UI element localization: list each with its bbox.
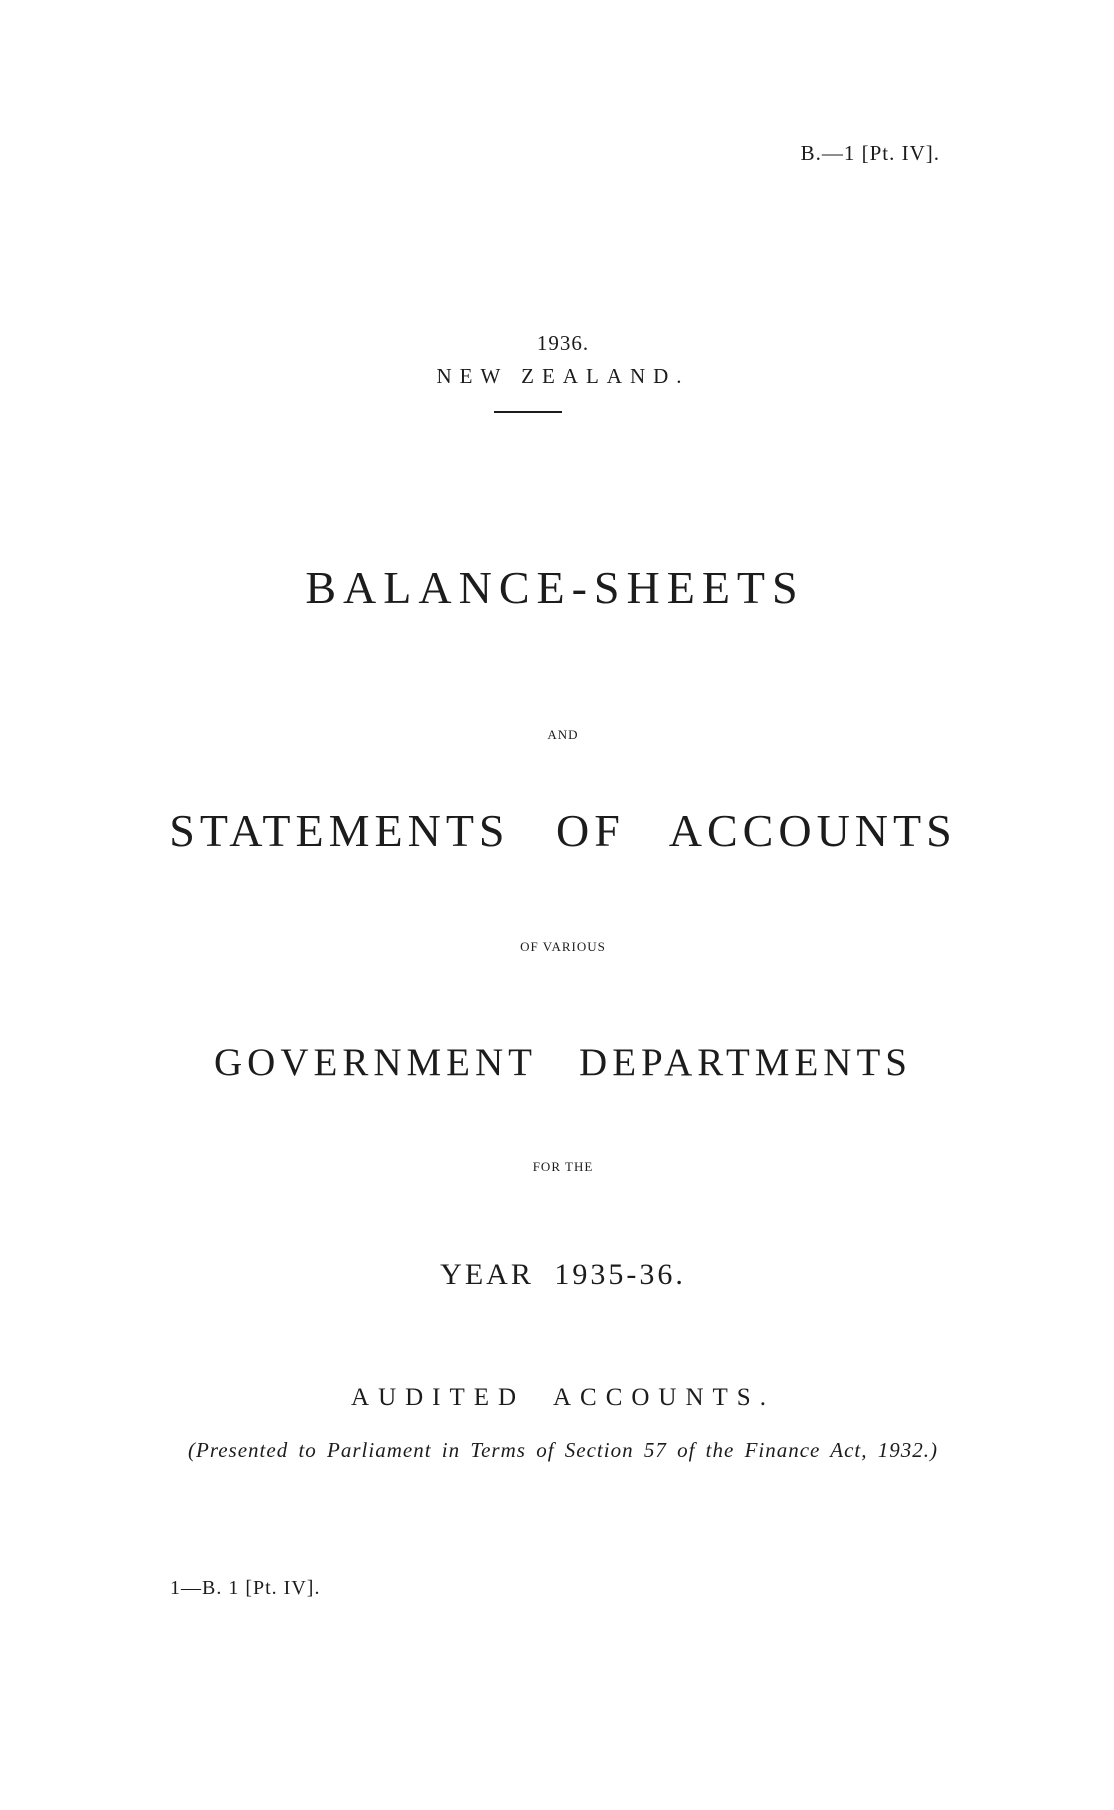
title-government-departments: GOVERNMENT DEPARTMENTS xyxy=(214,1041,912,1084)
audited-accounts-heading: AUDITED ACCOUNTS. xyxy=(351,1384,775,1411)
title-connector-for-the: FOR THE xyxy=(532,1159,594,1174)
sheet-signature-reference: 1—B. 1 [Pt. IV]. xyxy=(170,1577,321,1599)
title-balance-sheets: BALANCE-SHEETS xyxy=(305,562,805,613)
title-connector-and: AND xyxy=(547,727,579,742)
heading-rule-divider xyxy=(494,411,562,413)
publication-year: 1936. xyxy=(536,331,590,355)
country-heading: NEW ZEALAND. xyxy=(436,364,690,388)
document-reference: B.—1 [Pt. IV]. xyxy=(800,141,940,165)
title-connector-of-various: OF VARIOUS xyxy=(520,939,606,954)
title-statements-of-accounts: STATEMENTS OF ACCOUNTS xyxy=(169,805,957,856)
title-financial-year: YEAR 1935-36. xyxy=(440,1258,686,1291)
presentation-note: (Presented to Parliament in Terms of Section 57 of the Finance Act, 1932.) xyxy=(188,1438,938,1462)
